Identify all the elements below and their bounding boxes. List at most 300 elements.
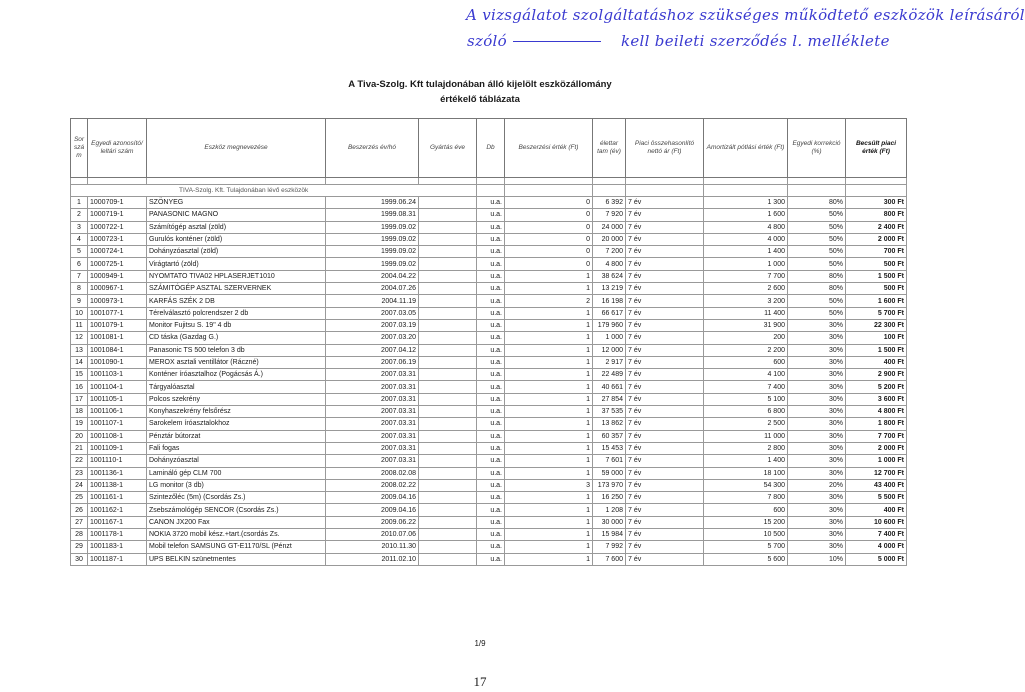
- cell-row-number: 29: [71, 541, 88, 553]
- cell-quantity: 1: [505, 381, 593, 393]
- section-row: [71, 185, 907, 197]
- cell-production-year: [419, 541, 477, 553]
- cell-correction-percent: 30%: [788, 393, 846, 405]
- cell-unit: u.a.: [477, 541, 505, 553]
- cell-lifetime: 7 év: [626, 467, 704, 479]
- cell-asset-id: 1001183-1: [88, 541, 147, 553]
- cell-estimated-value: 800 Ft: [846, 209, 907, 221]
- cell-estimated-value: 5 200 Ft: [846, 381, 907, 393]
- cell-quantity: 1: [505, 541, 593, 553]
- cell-estimated-value: 1 500 Ft: [846, 270, 907, 282]
- cell-production-year: [419, 504, 477, 516]
- cell-asset-id: 1001178-1: [88, 529, 147, 541]
- cell-purchase-date: 2007.03.31: [326, 369, 419, 381]
- cell-asset-name: Konyhaszekrény felsőrész: [147, 406, 326, 418]
- table-row: [71, 504, 907, 516]
- header-beszerzesi-ertek: Beszerzési érték (Ft): [505, 119, 593, 178]
- cell-lifetime: 7 év: [626, 393, 704, 405]
- cell-asset-name: NOKIA 3720 mobil kész.+tart.(csordás Zs.: [147, 529, 326, 541]
- cell-row-number: 15: [71, 369, 88, 381]
- cell-replacement-value: 15 200: [704, 516, 788, 528]
- cell-asset-id: 1001108-1: [88, 430, 147, 442]
- cell-purchase-date: 1999.09.02: [326, 258, 419, 270]
- header-piaci-netto: Piaci összehasonlító nettó ár (Ft): [626, 119, 704, 178]
- cell-estimated-value: 4 000 Ft: [846, 541, 907, 553]
- cell-correction-percent: 30%: [788, 442, 846, 454]
- cell-purchase-value: 179 960: [593, 319, 626, 331]
- header-elettartam: élettar tam (év): [593, 119, 626, 178]
- cell-asset-name: Lamináló gép CLM 700: [147, 467, 326, 479]
- cell-asset-name: KARFÁS SZÉK 2 DB: [147, 295, 326, 307]
- table-row: [71, 393, 907, 405]
- handwritten-note-line1: A vizsgálatot szolgáltatáshoz szükséges működtető eszközök leírásáról: [466, 6, 1025, 24]
- cell-correction-percent: 30%: [788, 541, 846, 553]
- cell-correction-percent: 50%: [788, 221, 846, 233]
- cell-purchase-value: 16 250: [593, 492, 626, 504]
- cell-unit: u.a.: [477, 492, 505, 504]
- cell-lifetime: 7 év: [626, 553, 704, 565]
- cell-purchase-value: 7 600: [593, 553, 626, 565]
- cell-quantity: 3: [505, 479, 593, 491]
- cell-correction-percent: 30%: [788, 332, 846, 344]
- cell-purchase-date: 2007.03.31: [326, 442, 419, 454]
- cell-purchase-value: 6 392: [593, 197, 626, 209]
- cell-row-number: 12: [71, 332, 88, 344]
- cell-row-number: 5: [71, 246, 88, 258]
- cell-asset-name: Monitor Fujitsu S. 19" 4 db: [147, 319, 326, 331]
- cell-purchase-value: 7 920: [593, 209, 626, 221]
- cell-quantity: 1: [505, 442, 593, 454]
- cell-asset-id: 1001081-1: [88, 332, 147, 344]
- cell-replacement-value: 2 800: [704, 442, 788, 454]
- cell-purchase-value: 20 000: [593, 233, 626, 245]
- table-row: [71, 455, 907, 467]
- cell-asset-name: Gurulós konténer (zöld): [147, 233, 326, 245]
- cell-quantity: 0: [505, 233, 593, 245]
- table-row: [71, 197, 907, 209]
- cell-production-year: [419, 442, 477, 454]
- cell-purchase-date: 2008.02.08: [326, 467, 419, 479]
- cell-unit: u.a.: [477, 270, 505, 282]
- cell-lifetime: 7 év: [626, 319, 704, 331]
- cell-correction-percent: 50%: [788, 307, 846, 319]
- cell-purchase-date: 1999.06.24: [326, 197, 419, 209]
- cell-asset-name: CANON JX200 Fax: [147, 516, 326, 528]
- cell-correction-percent: 80%: [788, 283, 846, 295]
- table-row: [71, 246, 907, 258]
- cell-row-number: 28: [71, 529, 88, 541]
- cell-replacement-value: 1 000: [704, 258, 788, 270]
- cell-estimated-value: 1 600 Ft: [846, 295, 907, 307]
- section-label: TIVA-Szolg. Kft. Tulajdonában lévő eszközök: [71, 185, 477, 197]
- cell-asset-id: 1001162-1: [88, 504, 147, 516]
- cell-asset-id: 1001161-1: [88, 492, 147, 504]
- cell-purchase-date: 1999.09.02: [326, 246, 419, 258]
- cell-purchase-date: 2007.03.20: [326, 332, 419, 344]
- cell-purchase-date: 2007.03.31: [326, 430, 419, 442]
- cell-production-year: [419, 246, 477, 258]
- table-row: [71, 344, 907, 356]
- cell-lifetime: 7 év: [626, 332, 704, 344]
- cell-quantity: 1: [505, 369, 593, 381]
- cell-production-year: [419, 492, 477, 504]
- cell-asset-id: 1000723-1: [88, 233, 147, 245]
- cell-asset-id: 1001090-1: [88, 356, 147, 368]
- cell-production-year: [419, 209, 477, 221]
- cell-production-year: [419, 283, 477, 295]
- cell-quantity: 1: [505, 307, 593, 319]
- cell-lifetime: 7 év: [626, 455, 704, 467]
- cell-asset-id: 1001084-1: [88, 344, 147, 356]
- cell-asset-id: 1001079-1: [88, 319, 147, 331]
- cell-correction-percent: 30%: [788, 467, 846, 479]
- cell-production-year: [419, 332, 477, 344]
- cell-lifetime: 7 év: [626, 430, 704, 442]
- cell-quantity: 0: [505, 197, 593, 209]
- cell-purchase-value: 24 000: [593, 221, 626, 233]
- cell-estimated-value: 4 800 Ft: [846, 406, 907, 418]
- cell-row-number: 9: [71, 295, 88, 307]
- cell-lifetime: 7 év: [626, 270, 704, 282]
- cell-unit: u.a.: [477, 406, 505, 418]
- cell-row-number: 27: [71, 516, 88, 528]
- cell-estimated-value: 2 400 Ft: [846, 221, 907, 233]
- cell-unit: u.a.: [477, 197, 505, 209]
- cell-unit: u.a.: [477, 553, 505, 565]
- cell-asset-id: 1001138-1: [88, 479, 147, 491]
- cell-replacement-value: 6 800: [704, 406, 788, 418]
- cell-lifetime: 7 év: [626, 344, 704, 356]
- cell-purchase-value: 7 601: [593, 455, 626, 467]
- table-row: [71, 529, 907, 541]
- cell-asset-id: 1001136-1: [88, 467, 147, 479]
- cell-quantity: 0: [505, 258, 593, 270]
- cell-correction-percent: 30%: [788, 430, 846, 442]
- cell-unit: u.a.: [477, 430, 505, 442]
- cell-correction-percent: 50%: [788, 233, 846, 245]
- cell-correction-percent: 80%: [788, 197, 846, 209]
- cell-asset-name: Zsebszámológép SENCOR (Csordás Zs.): [147, 504, 326, 516]
- cell-asset-id: 1000722-1: [88, 221, 147, 233]
- cell-asset-name: Polcos szekrény: [147, 393, 326, 405]
- cell-purchase-value: 60 357: [593, 430, 626, 442]
- cell-lifetime: 7 év: [626, 381, 704, 393]
- cell-quantity: 1: [505, 283, 593, 295]
- cell-replacement-value: 1 600: [704, 209, 788, 221]
- cell-lifetime: 7 év: [626, 197, 704, 209]
- cell-quantity: 1: [505, 455, 593, 467]
- cell-replacement-value: 5 600: [704, 553, 788, 565]
- cell-unit: u.a.: [477, 344, 505, 356]
- cell-replacement-value: 2 200: [704, 344, 788, 356]
- cell-row-number: 21: [71, 442, 88, 454]
- cell-purchase-date: 2009.06.22: [326, 516, 419, 528]
- table-row: [71, 319, 907, 331]
- page-fraction: 1/9: [474, 639, 486, 648]
- cell-estimated-value: 7 700 Ft: [846, 430, 907, 442]
- cell-purchase-date: 2011.02.10: [326, 553, 419, 565]
- header-amortizalt: Amortizált pótlási érték (Ft): [704, 119, 788, 178]
- cell-estimated-value: 300 Ft: [846, 197, 907, 209]
- table-row: [71, 516, 907, 528]
- cell-production-year: [419, 233, 477, 245]
- cell-replacement-value: 7 800: [704, 492, 788, 504]
- cell-production-year: [419, 467, 477, 479]
- document-subtitle: értékelő táblázata: [440, 94, 520, 105]
- cell-estimated-value: 400 Ft: [846, 356, 907, 368]
- cell-production-year: [419, 270, 477, 282]
- cell-purchase-date: 1999.09.02: [326, 221, 419, 233]
- cell-quantity: 1: [505, 332, 593, 344]
- cell-purchase-date: 2007.03.31: [326, 406, 419, 418]
- cell-purchase-value: 59 000: [593, 467, 626, 479]
- cell-asset-id: 1001109-1: [88, 442, 147, 454]
- cell-unit: u.a.: [477, 418, 505, 430]
- cell-replacement-value: 10 500: [704, 529, 788, 541]
- cell-purchase-date: 2010.07.06: [326, 529, 419, 541]
- header-gyartas-eve: Gyártás éve: [419, 119, 477, 178]
- cell-replacement-value: 7 700: [704, 270, 788, 282]
- cell-production-year: [419, 455, 477, 467]
- cell-purchase-value: 40 661: [593, 381, 626, 393]
- cell-quantity: 1: [505, 516, 593, 528]
- cell-asset-id: 1001110-1: [88, 455, 147, 467]
- cell-production-year: [419, 393, 477, 405]
- cell-row-number: 24: [71, 479, 88, 491]
- cell-correction-percent: 80%: [788, 270, 846, 282]
- cell-asset-id: 1001187-1: [88, 553, 147, 565]
- cell-estimated-value: 2 000 Ft: [846, 442, 907, 454]
- table-row: [71, 283, 907, 295]
- cell-replacement-value: 11 000: [704, 430, 788, 442]
- cell-row-number: 13: [71, 344, 88, 356]
- cell-quantity: 1: [505, 418, 593, 430]
- cell-purchase-value: 66 617: [593, 307, 626, 319]
- cell-correction-percent: 30%: [788, 504, 846, 516]
- cell-quantity: 0: [505, 221, 593, 233]
- cell-lifetime: 7 év: [626, 492, 704, 504]
- cell-production-year: [419, 258, 477, 270]
- cell-row-number: 3: [71, 221, 88, 233]
- cell-estimated-value: 5 000 Ft: [846, 553, 907, 565]
- cell-quantity: 1: [505, 504, 593, 516]
- cell-purchase-value: 1 000: [593, 332, 626, 344]
- cell-estimated-value: 43 400 Ft: [846, 479, 907, 491]
- cell-purchase-date: 2009.04.16: [326, 492, 419, 504]
- cell-purchase-value: 37 535: [593, 406, 626, 418]
- cell-asset-name: PANASONIC MAGNO: [147, 209, 326, 221]
- cell-estimated-value: 1 800 Ft: [846, 418, 907, 430]
- cell-unit: u.a.: [477, 442, 505, 454]
- cell-asset-id: 1001103-1: [88, 369, 147, 381]
- cell-asset-name: Mobil telefon SAMSUNG GT-E1170/SL (Pénzt: [147, 541, 326, 553]
- cell-row-number: 6: [71, 258, 88, 270]
- cell-lifetime: 7 év: [626, 406, 704, 418]
- cell-replacement-value: 4 100: [704, 369, 788, 381]
- asset-table: [70, 118, 907, 566]
- cell-purchase-value: 4 800: [593, 258, 626, 270]
- cell-purchase-value: 38 624: [593, 270, 626, 282]
- cell-purchase-value: 15 453: [593, 442, 626, 454]
- cell-asset-name: Konténer íróasztalhoz (Pogácsás Á.): [147, 369, 326, 381]
- cell-lifetime: 7 év: [626, 369, 704, 381]
- cell-quantity: 0: [505, 246, 593, 258]
- cell-purchase-value: 7 992: [593, 541, 626, 553]
- cell-quantity: 1: [505, 270, 593, 282]
- table-row: [71, 430, 907, 442]
- cell-asset-id: 1000719-1: [88, 209, 147, 221]
- cell-production-year: [419, 418, 477, 430]
- cell-replacement-value: 2 500: [704, 418, 788, 430]
- table-row: [71, 406, 907, 418]
- cell-lifetime: 7 év: [626, 356, 704, 368]
- cell-purchase-value: 27 854: [593, 393, 626, 405]
- table-row: [71, 270, 907, 282]
- cell-asset-name: SZÁMITÓGÉP ASZTAL SZERVERNEK: [147, 283, 326, 295]
- cell-quantity: 1: [505, 553, 593, 565]
- cell-correction-percent: 30%: [788, 418, 846, 430]
- cell-quantity: 1: [505, 393, 593, 405]
- cell-lifetime: 7 év: [626, 442, 704, 454]
- table-row: [71, 479, 907, 491]
- cell-purchase-date: 2007.06.19: [326, 356, 419, 368]
- cell-estimated-value: 10 600 Ft: [846, 516, 907, 528]
- cell-purchase-date: 2009.04.16: [326, 504, 419, 516]
- cell-row-number: 4: [71, 233, 88, 245]
- cell-purchase-date: 2004.04.22: [326, 270, 419, 282]
- cell-lifetime: 7 év: [626, 283, 704, 295]
- cell-estimated-value: 7 400 Ft: [846, 529, 907, 541]
- cell-asset-name: NYOMTATO TIVA02 HPLASERJET1010: [147, 270, 326, 282]
- cell-purchase-date: 2007.03.31: [326, 381, 419, 393]
- cell-correction-percent: 30%: [788, 406, 846, 418]
- cell-estimated-value: 12 700 Ft: [846, 467, 907, 479]
- cell-row-number: 18: [71, 406, 88, 418]
- table-row: [71, 418, 907, 430]
- cell-lifetime: 7 év: [626, 418, 704, 430]
- cell-correction-percent: 30%: [788, 356, 846, 368]
- table-row: [71, 369, 907, 381]
- document-title: A Tiva-Szolg. Kft tulajdonában álló kijelölt eszközállomány: [348, 79, 612, 90]
- cell-asset-name: Térelválasztó polcrendszer 2 db: [147, 307, 326, 319]
- cell-asset-name: Fali fogas: [147, 442, 326, 454]
- cell-quantity: 1: [505, 319, 593, 331]
- cell-purchase-date: 2007.04.12: [326, 344, 419, 356]
- cell-production-year: [419, 356, 477, 368]
- cell-lifetime: 7 év: [626, 246, 704, 258]
- handwritten-note-line2: [467, 32, 890, 50]
- cell-estimated-value: 5 700 Ft: [846, 307, 907, 319]
- cell-estimated-value: 2 900 Ft: [846, 369, 907, 381]
- cell-asset-id: 1000709-1: [88, 197, 147, 209]
- cell-unit: u.a.: [477, 246, 505, 258]
- cell-unit: u.a.: [477, 283, 505, 295]
- cell-purchase-date: 2004.11.19: [326, 295, 419, 307]
- cell-correction-percent: 50%: [788, 246, 846, 258]
- cell-asset-name: CD táska (Gazdag G.): [147, 332, 326, 344]
- cell-row-number: 25: [71, 492, 88, 504]
- cell-correction-percent: 30%: [788, 319, 846, 331]
- cell-estimated-value: 22 300 Ft: [846, 319, 907, 331]
- cell-production-year: [419, 197, 477, 209]
- cell-correction-percent: 10%: [788, 553, 846, 565]
- table-header-row: [71, 119, 907, 178]
- cell-purchase-value: 16 198: [593, 295, 626, 307]
- cell-unit: u.a.: [477, 233, 505, 245]
- cell-lifetime: 7 év: [626, 295, 704, 307]
- cell-estimated-value: 1 500 Ft: [846, 344, 907, 356]
- cell-asset-id: 1000967-1: [88, 283, 147, 295]
- cell-asset-id: 1001167-1: [88, 516, 147, 528]
- table-row: [71, 381, 907, 393]
- cell-estimated-value: 400 Ft: [846, 504, 907, 516]
- cell-estimated-value: 1 000 Ft: [846, 455, 907, 467]
- cell-correction-percent: 30%: [788, 529, 846, 541]
- table-row: [71, 442, 907, 454]
- cell-row-number: 10: [71, 307, 88, 319]
- cell-quantity: 1: [505, 406, 593, 418]
- cell-purchase-date: 2010.11.30: [326, 541, 419, 553]
- cell-purchase-value: 22 489: [593, 369, 626, 381]
- table-row: [71, 356, 907, 368]
- table-row: [71, 553, 907, 565]
- cell-row-number: 23: [71, 467, 88, 479]
- table-row: [71, 233, 907, 245]
- table-row: [71, 209, 907, 221]
- cell-estimated-value: 3 600 Ft: [846, 393, 907, 405]
- cell-correction-percent: 30%: [788, 516, 846, 528]
- cell-production-year: [419, 295, 477, 307]
- cell-row-number: 11: [71, 319, 88, 331]
- cell-unit: u.a.: [477, 504, 505, 516]
- cell-unit: u.a.: [477, 467, 505, 479]
- cell-purchase-date: 2007.03.31: [326, 455, 419, 467]
- cell-replacement-value: 18 100: [704, 467, 788, 479]
- cell-quantity: 1: [505, 430, 593, 442]
- cell-asset-name: Számítógép asztal (zöld): [147, 221, 326, 233]
- cell-unit: u.a.: [477, 356, 505, 368]
- cell-unit: u.a.: [477, 319, 505, 331]
- cell-unit: u.a.: [477, 516, 505, 528]
- cell-production-year: [419, 319, 477, 331]
- cell-asset-name: MEROX asztali ventillátor (Ráczné): [147, 356, 326, 368]
- cell-correction-percent: 30%: [788, 492, 846, 504]
- cell-quantity: 2: [505, 295, 593, 307]
- cell-lifetime: 7 év: [626, 233, 704, 245]
- header-megnevezes: Eszköz megnevezése: [147, 119, 326, 178]
- cell-asset-id: 1000725-1: [88, 258, 147, 270]
- cell-lifetime: 7 év: [626, 479, 704, 491]
- cell-asset-name: LG monitor (3 db): [147, 479, 326, 491]
- cell-asset-id: 1001107-1: [88, 418, 147, 430]
- cell-unit: u.a.: [477, 307, 505, 319]
- cell-quantity: 1: [505, 467, 593, 479]
- cell-unit: u.a.: [477, 209, 505, 221]
- table-row: [71, 332, 907, 344]
- cell-quantity: 1: [505, 344, 593, 356]
- cell-unit: u.a.: [477, 529, 505, 541]
- cell-asset-name: Sarokelem íróasztalokhoz: [147, 418, 326, 430]
- cell-production-year: [419, 553, 477, 565]
- cell-asset-id: 1000949-1: [88, 270, 147, 282]
- cell-production-year: [419, 344, 477, 356]
- cell-production-year: [419, 307, 477, 319]
- table-row: [71, 258, 907, 270]
- cell-asset-name: UPS BELKIN szünetmentes: [147, 553, 326, 565]
- table-row: [71, 492, 907, 504]
- cell-asset-name: Virágtartó (zöld): [147, 258, 326, 270]
- cell-estimated-value: 100 Ft: [846, 332, 907, 344]
